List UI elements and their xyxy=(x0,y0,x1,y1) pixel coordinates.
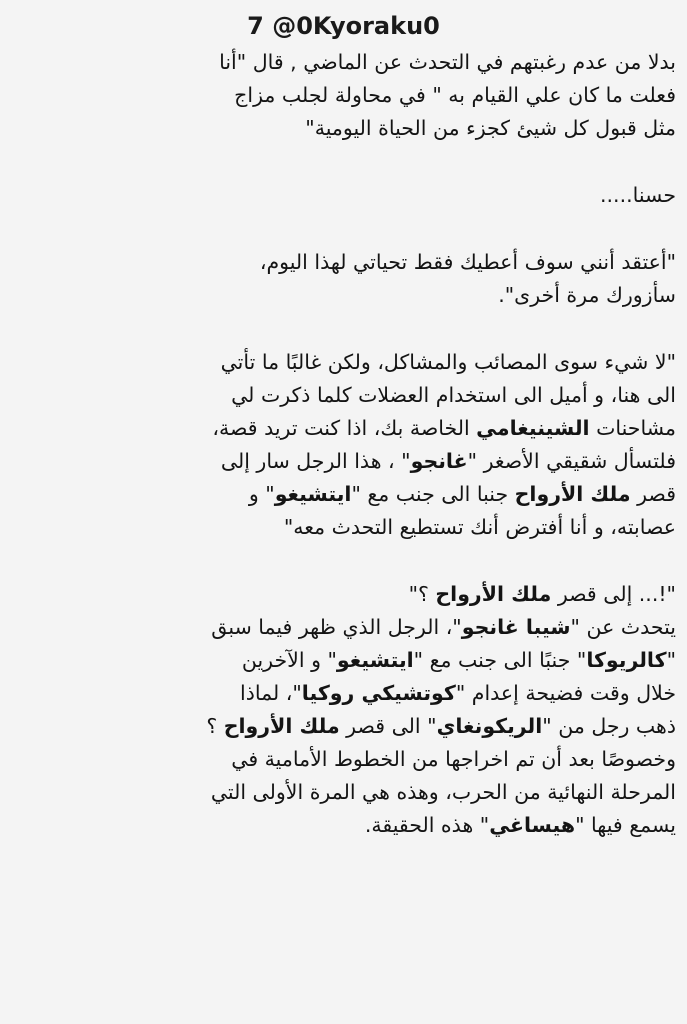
text-line: سأزورك مرة أخرى". xyxy=(498,283,676,307)
text-line xyxy=(14,478,676,511)
bold-name: ايتشيغو xyxy=(336,648,414,672)
bold-name: ملك الأرواح xyxy=(435,582,552,606)
text-run: ؟" xyxy=(408,582,436,606)
text-run: " الى قصر xyxy=(339,714,437,738)
text-run: ذهب رجل من " xyxy=(542,714,676,738)
bold-name: ايتشيغو xyxy=(274,482,352,506)
text-line: عصابته، و أنا أفترض أنك تستطيع التحدث معه" xyxy=(283,515,676,539)
text-run: "، الرجل الذي ظهر فيما سبق xyxy=(211,615,462,639)
paragraph-gap xyxy=(14,145,676,179)
text-line: حسنا..... xyxy=(600,183,676,207)
text-run: مشاحنات xyxy=(589,416,676,440)
bold-name: كالريوكا xyxy=(586,648,667,672)
bold-name: ملك الأرواح xyxy=(223,714,340,738)
user-handle: @0Kyoraku0 xyxy=(272,12,440,40)
text-run: "، لماذا xyxy=(240,681,302,705)
text-run: قصر xyxy=(630,482,676,506)
reply-count: 7 xyxy=(247,12,264,40)
text-run: " ، هذا الرجل سار إلى xyxy=(220,449,411,473)
bold-name: ملك الأرواح xyxy=(514,482,631,506)
text-line xyxy=(14,809,676,842)
text-run: " و xyxy=(248,482,275,506)
paragraph-gap xyxy=(14,544,676,578)
text-run: الخاصة بك، اذا كنت تريد قصة، xyxy=(212,416,477,440)
text-line xyxy=(14,677,676,710)
text-run: " جنبًا الى جنب مع " xyxy=(413,648,587,672)
text-run: " و الآخرين xyxy=(241,648,337,672)
text-line: بدلا من عدم رغبتهم في التحدث عن الماضي , قال "أنا xyxy=(219,50,676,74)
text-line: "لا شيء سوى المصائب والمشاكل، ولكن غالبًا ما تأتي xyxy=(220,350,676,374)
text-line: وخصوصًا بعد أن تم اخراجها من الخطوط الأمامية في xyxy=(231,747,676,771)
bold-name: الشينيغامي xyxy=(476,416,590,440)
text-run: جنبا الى جنب مع " xyxy=(351,482,515,506)
text-line xyxy=(14,611,676,644)
text-line xyxy=(14,644,676,677)
text-run: خلال وقت فضيحة إعدام " xyxy=(455,681,676,705)
text-line: الى هنا، و أميل الى استخدام العضلات كلما ذكرت لي xyxy=(231,383,676,407)
text-run: ؟ xyxy=(206,714,224,738)
bold-name: شيبا غانجو xyxy=(461,615,571,639)
text-line: مثل قبول كل شيئ كجزء من الحياة اليومية" xyxy=(305,116,676,140)
bold-name: هيساغي xyxy=(489,813,576,837)
tweet-header xyxy=(0,8,687,44)
bold-name: الريكونغاي xyxy=(436,714,543,738)
text-line: المرحلة النهائية من الحرب، وهذه هي المرة الأولى التي xyxy=(210,780,676,804)
text-run: يتحدث عن " xyxy=(570,615,676,639)
text-line xyxy=(14,578,676,611)
story-text xyxy=(14,46,676,842)
bold-name: كوتشيكي روكيا xyxy=(301,681,456,705)
text-line: "أعتقد أنني سوف أعطيك فقط تحياتي لهذا اليوم، xyxy=(259,250,676,274)
paragraph-gap xyxy=(14,312,676,346)
text-run: "!... إلى قصر xyxy=(551,582,676,606)
text-run: " هذه الحقيقة. xyxy=(364,813,490,837)
text-run: فلتسأل شقيقي الأصغر " xyxy=(467,449,676,473)
text-line xyxy=(14,710,676,743)
text-run: يسمع فيها " xyxy=(575,813,676,837)
text-line xyxy=(14,412,676,445)
bold-name: غانجو xyxy=(410,449,468,473)
text-run: " xyxy=(666,648,676,672)
paragraph-gap xyxy=(14,212,676,246)
text-line: فعلت ما كان علي القيام به " في محاولة لجلب مزاج xyxy=(234,83,676,107)
text-line xyxy=(14,445,676,478)
